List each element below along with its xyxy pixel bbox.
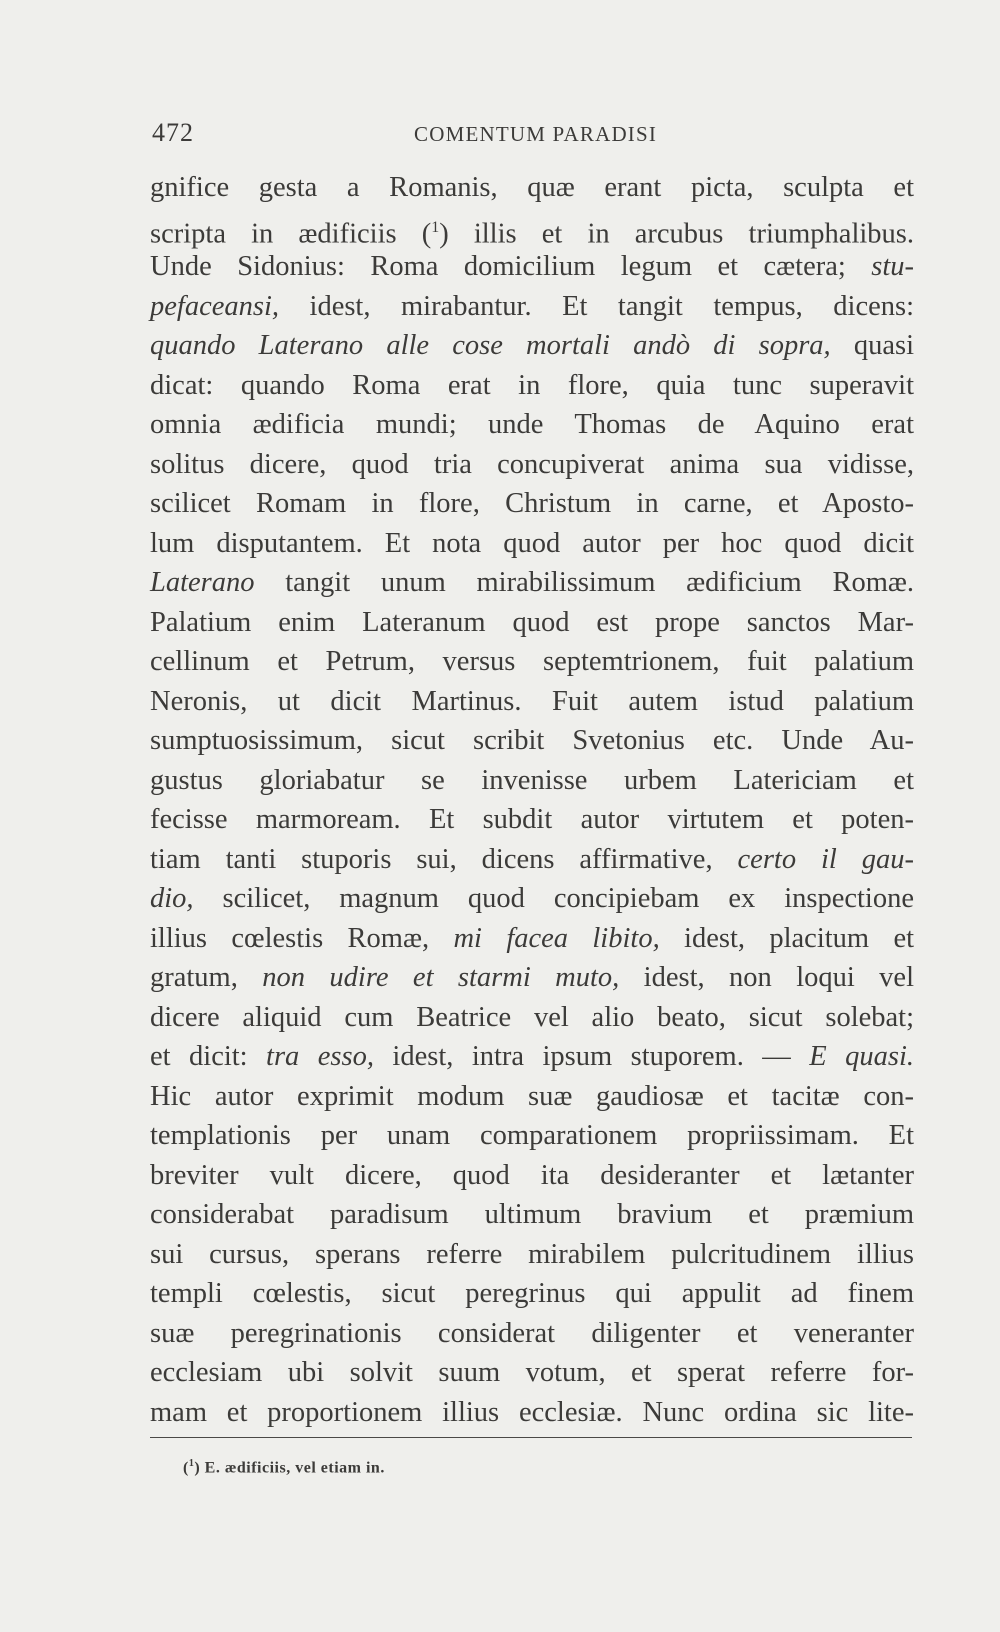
text-line: scilicet Romam in flore, Christum in carne, et Aposto- bbox=[150, 488, 914, 519]
text-line: ecclesiam ubi solvit suum votum, et sperat referre for- bbox=[150, 1357, 914, 1388]
body-text bbox=[150, 168, 914, 1432]
footnote-divider bbox=[150, 1437, 912, 1438]
text-line: quando Laterano alle cose mortali andò di sopra, quasi bbox=[150, 330, 914, 361]
text-line: templationis per unam comparationem propriissimam. Et bbox=[150, 1120, 914, 1151]
text-line: templi cœlestis, sicut peregrinus qui appulit ad finem bbox=[150, 1278, 914, 1309]
text-line: tiam tanti stuporis sui, dicens affirmative, certo il gau- bbox=[150, 843, 914, 875]
text-line: fecisse marmoream. Et subdit autor virtutem et poten- bbox=[150, 804, 914, 835]
text-line: breviter vult dicere, quod ita desideranter et lætanter bbox=[150, 1159, 914, 1191]
footnote-marker: 1 bbox=[188, 1458, 195, 1469]
text-line: et dicit: tra esso, idest, intra ipsum stuporem. — E quasi. bbox=[150, 1041, 914, 1072]
text-line: cellinum et Petrum, versus septemtrionem, fuit palatium bbox=[150, 646, 914, 677]
text-line: sumptuosissimum, sicut scribit Svetonius etc. Unde Au- bbox=[150, 725, 914, 756]
text-line: illius cœlestis Romæ, mi facea libito, idest, placitum et bbox=[150, 922, 915, 954]
text-line: pefaceansi, idest, mirabantur. Et tangit tempus, dicens: bbox=[150, 290, 914, 322]
running-head bbox=[152, 118, 912, 158]
text-line: solitus dicere, quod tria concupiverat anima sua vidisse, bbox=[150, 448, 914, 480]
text-line: Laterano tangit unum mirabilissimum ædificium Romæ. bbox=[150, 567, 914, 598]
text-line: Hic autor exprimit modum suæ gaudiosæ et tacitæ con- bbox=[150, 1080, 914, 1112]
footnote-text: E. ædificiis, vel etiam in. bbox=[200, 1459, 385, 1477]
text-line: gnifice gesta a Romanis, quæ erant picta, sculpta et bbox=[150, 172, 914, 203]
text-line: Unde Sidonius: Roma domicilium legum et cætera; stu- bbox=[150, 251, 914, 282]
text-line: dicat: quando Roma erat in flore, quia tunc superavit bbox=[150, 369, 914, 401]
text-line: gustus gloriabatur se invenisse urbem Latericiam et bbox=[150, 764, 914, 796]
text-line: dicere aliquid cum Beatrice vel alio beato, sicut solebat; bbox=[150, 1001, 914, 1033]
text-line: mam et proportionem illius ecclesiæ. Nunc ordina sic lite- bbox=[150, 1396, 914, 1428]
text-line: suæ peregrinationis considerat diligenter et veneranter bbox=[150, 1317, 914, 1349]
text-line: scripta in ædificiis ($^1$) illis et in arcubus triumphalibus. bbox=[150, 218, 914, 249]
text-line: lum disputantem. Et nota quod autor per hoc quod dicit bbox=[150, 527, 914, 559]
text-line: omnia ædificia mundi; unde Thomas de Aquino erat bbox=[150, 409, 914, 440]
text-line: dio, scilicet, magnum quod concipiebam ex inspectione bbox=[150, 883, 914, 914]
text-line: Palatium enim Lateranum quod est prope sanctos Mar- bbox=[150, 606, 914, 638]
footnote-reference: 1 bbox=[431, 218, 440, 236]
running-title: COMENTUM PARADISI bbox=[414, 122, 658, 146]
text-line: gratum, non udire et starmi muto, idest, non loqui vel bbox=[150, 962, 914, 993]
text-line: considerabat paradisum ultimum bravium et præmium bbox=[150, 1199, 914, 1230]
page-number: 472 bbox=[152, 118, 194, 147]
footnote: ($^1$) E. ædificiis, vel etiam in. bbox=[183, 1458, 385, 1477]
text-line: Neronis, ut dicit Martinus. Fuit autem istud palatium bbox=[150, 685, 914, 717]
text-line: sui cursus, sperans referre mirabilem pulcritudinem illius bbox=[150, 1238, 914, 1270]
